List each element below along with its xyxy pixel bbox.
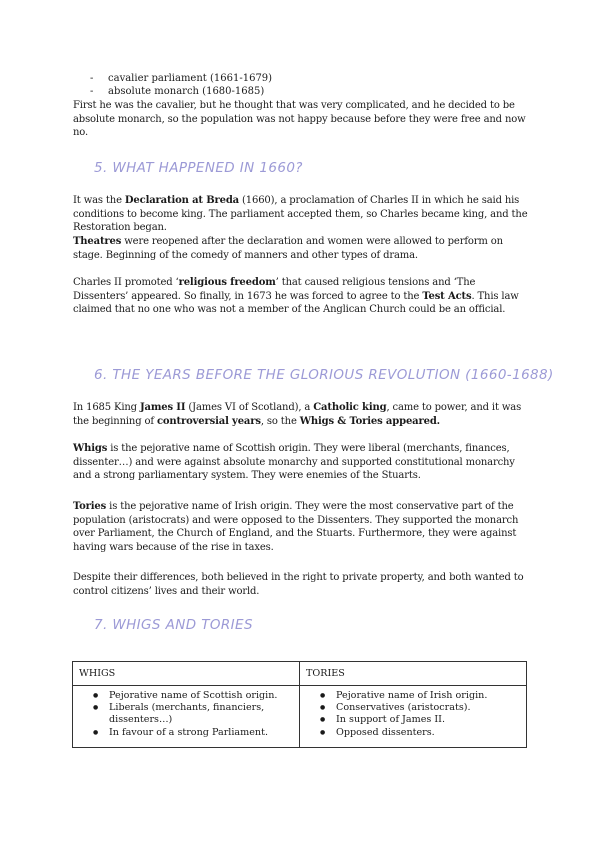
section-6-paragraph-whigs: Whigs is the pejorative name of Scottish origin. They were liberal (merchants, finances, dissenter…) and were against absolute monarchy and supported constitutional monarchy and a strong parliamentary system. They were enemies of the Stuarts. [73, 443, 515, 482]
section-6-paragraph-1: In 1685 King James II (James VI of Scotland), a Catholic king, came to power, and it was the beginning of controversial years, so the Whigs & Tories appeared. [73, 402, 522, 427]
list-dash: - [90, 73, 94, 84]
list-dash: - [90, 86, 94, 97]
section-5-heading: 5. WHAT HAPPENED IN 1660? [94, 160, 303, 176]
table-header-tories: TORIES [300, 662, 527, 686]
section-5-paragraph-3: Charles II promoted ‘religious freedom’ that caused religious tensions and ‘The Dissenters’ appeared. So finally, in 1673 he was forced to agree to the Test Acts. This law claimed that no one who was not a member of the Anglican Church could be an official. [73, 277, 519, 316]
section-6-heading: 6. THE YEARS BEFORE THE GLORIOUS REVOLUTION (1660-1688) [94, 367, 554, 383]
list-item: cavalier parliament (1661-1679) [108, 73, 273, 84]
list-item: ● Pejorative name of Scottish origin. [109, 690, 293, 702]
section-5-paragraph-1: It was the Declaration at Breda (1660), a proclamation of Charles II in which he said his conditions to become king. The parliament accepted them, so Charles became king, and the Restoration began. [73, 195, 528, 234]
list-item: ● Liberals (merchants, financiers, dissenters…) [109, 702, 293, 726]
section-6-paragraph-tories: Tories is the pejorative name of Irish origin. They were the most conservative part of the population (aristocrats) and were opposed to the Dissenters. They supported the monarch over Parliament, the Church of England, and the Stuarts. Furthermore, they were against having wars because of the rise in taxes. [73, 501, 519, 553]
table-row [73, 686, 527, 748]
list-item: ● Opposed dissenters. [336, 727, 520, 739]
list-item: ● In support of James II. [336, 714, 520, 726]
whigs-tories-table [72, 661, 527, 748]
tories-cell [300, 686, 527, 748]
table-header-whigs: WHIGS [73, 662, 300, 686]
table-header-row [73, 662, 527, 686]
section-6-paragraph-4: Despite their differences, both believed in the right to private property, and both wanted to control citizens’ lives and their world. [73, 572, 524, 597]
list-item: ● Pejorative name of Irish origin. [336, 690, 520, 702]
list-item: absolute monarch (1680-1685) [108, 86, 265, 97]
whigs-cell [73, 686, 300, 748]
section-5-paragraph-2: Theatres were reopened after the declaration and women were allowed to perform on stage. Beginning of the comedy of manners and other types of drama. [73, 236, 503, 261]
list-item: ● In favour of a strong Parliament. [109, 727, 293, 739]
section-7-heading: 7. WHIGS AND TORIES [94, 617, 253, 633]
list-item: ● Conservatives (aristocrats). [336, 702, 520, 714]
intro-paragraph: First he was the cavalier, but he thought that was very complicated, and he decided to be absolute monarch, so the population was not happy because before they were free and now no. [73, 100, 526, 139]
